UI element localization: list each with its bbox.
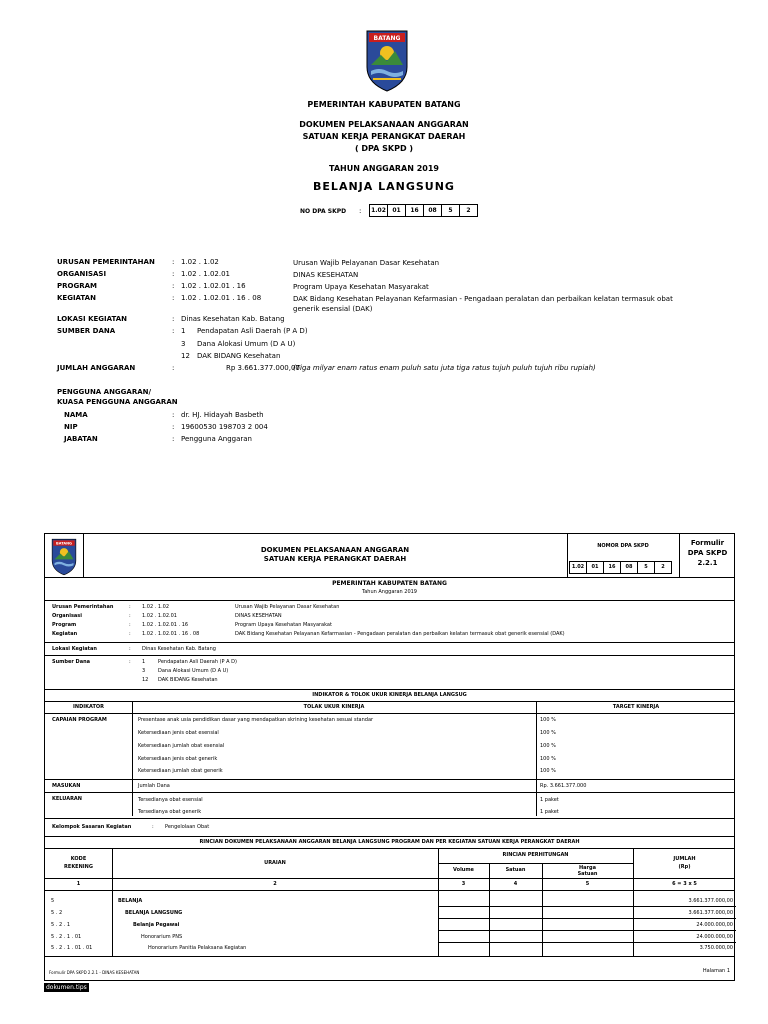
col-kode-2: REKENING	[64, 864, 93, 870]
batang-crest-small-logo	[49, 538, 79, 576]
col-indikator: INDIKATOR	[73, 704, 104, 710]
nomor-dpa-code: 01	[586, 561, 604, 574]
nomor-dpa-code: 5	[637, 561, 655, 574]
organisasi-desc: DINAS KESEHATAN	[293, 271, 359, 279]
capaian-target: 100 %	[540, 756, 556, 762]
form-sumber-1-no: 1	[142, 659, 146, 665]
col-uraian: URAIAN	[264, 860, 286, 866]
sumber-3: DAK BIDANG Kesehatan	[197, 352, 281, 360]
pengguna-label-2: KUASA PENGGUNA ANGGARAN	[57, 398, 178, 406]
form-sumber-2-no: 3	[142, 668, 146, 674]
form-sumber-3-no: 12	[142, 677, 149, 683]
form-lokasi-label: Lokasi Kegiatan	[52, 646, 97, 652]
cover-doc-title-3: ( DPA SKPD )	[354, 144, 414, 153]
form-kegiatan-label: Kegiatan	[52, 631, 78, 637]
masukan-target: Rp. 3.661.377.000	[540, 783, 587, 789]
colon: :	[129, 631, 131, 637]
formulir-number: 2.2.1	[697, 559, 718, 567]
capaian-tolok: Presentase anak usia pendidikan dasar yang mendapatkan skrining kesehatan sesuai standar	[138, 717, 374, 723]
colon: :	[172, 294, 175, 302]
colon: :	[129, 646, 131, 652]
form-urusan-desc: Urusan Wajib Pelayanan Dasar Kesehatan	[235, 604, 340, 610]
row-uraian: BELANJA LANGSUNG	[125, 910, 183, 916]
col-num: 2	[273, 881, 277, 887]
nomor-dpa-boxes	[570, 561, 672, 574]
colon: :	[172, 282, 175, 290]
nama-value: dr. HJ. Hidayah Basbeth	[181, 411, 264, 419]
indikator-title: INDIKATOR & TOLOK UKUR KINERJA BELANJA LANGSUG	[312, 692, 467, 698]
form-footer-left: Formulir DPA SKPD 2.2.1 - DINAS KESEHATAN	[49, 970, 140, 975]
urusan-desc: Urusan Wajib Pelayanan Dasar Kesehatan	[293, 259, 440, 267]
keluaran-tolok: Tersedianya obat esensial	[138, 797, 203, 803]
program-label: PROGRAM	[57, 282, 97, 290]
no-dpa-code: 5	[441, 204, 460, 217]
colon: :	[129, 622, 131, 628]
form-title-2: SATUAN KERJA PERANGKAT DAERAH	[263, 555, 407, 563]
row-jumlah: 3.661.377.000,00	[688, 898, 733, 904]
row-kode: 5 . 2 . 1 . 01 . 01	[51, 945, 93, 951]
urusan-label: URUSAN PEMERINTAHAN	[57, 258, 155, 266]
sumber-3-no: 12	[181, 352, 190, 360]
keluaran-target: 1 paket	[540, 809, 559, 815]
form-sumber-2: Dana Alokasi Umum (D A U)	[158, 668, 229, 674]
row-kode: 5 . 2	[51, 910, 63, 916]
program-code: 1.02 . 1.02.01 . 16	[181, 282, 246, 290]
form-year: Tahun Anggaran 2019	[362, 589, 417, 595]
watermark: dokumen.tips	[46, 984, 87, 991]
pengguna-label-1: PENGGUNA ANGGARAN/	[57, 388, 152, 396]
svg-text:BATANG: BATANG	[56, 541, 72, 546]
no-dpa-code: 2	[459, 204, 478, 217]
lokasi-value: Dinas Kesehatan Kab. Batang	[181, 315, 285, 323]
jabatan-label: JABATAN	[64, 435, 98, 443]
jabatan-value: Pengguna Anggaran	[181, 435, 252, 443]
nip-label: NIP	[64, 423, 78, 431]
cover-belanja-title: BELANJA LANGSUNG	[313, 180, 455, 193]
cover-gov-name: PEMERINTAH KABUPATEN BATANG	[307, 100, 461, 109]
kelompok-label: Kelompok Sasaran Kegiatan	[52, 824, 132, 830]
jumlah-words: (Tiga milyar enam ratus enam puluh satu juta tiga ratus tujuh puluh tujuh ribu rupiah)	[293, 364, 596, 372]
colon: :	[172, 411, 175, 419]
colon: :	[172, 258, 175, 266]
nomor-dpa-code: 1.02	[569, 561, 587, 574]
organisasi-code: 1.02 . 1.02.01	[181, 270, 230, 278]
capaian-tolok: Ketersediaan jumlah obat generik	[138, 768, 223, 774]
program-desc: Program Upaya Kesehatan Masyarakat	[293, 283, 429, 291]
sumber-1-no: 1	[181, 327, 186, 335]
form-lokasi-value: Dinas Kesehatan Kab. Batang	[142, 646, 216, 652]
capaian-target: 100 %	[540, 768, 556, 774]
form-program-label: Program	[52, 622, 77, 628]
row-kode: 5 . 2 . 1 . 01	[51, 934, 82, 940]
svg-text:BATANG: BATANG	[373, 35, 401, 42]
form-organisasi-code: 1.02 . 1.02.01	[142, 613, 177, 619]
capaian-target: 100 %	[540, 717, 556, 723]
colon: :	[152, 824, 154, 830]
nomor-dpa-code: 16	[603, 561, 621, 574]
colon: :	[129, 613, 131, 619]
form-kegiatan-desc: DAK Bidang Kesehatan Pelayanan Kefarmasian - Pengadaan peralatan dan perbaikan kelatan termasuk obat generik esensial (DAK)	[235, 631, 565, 637]
formulir-code-label: DPA SKPD	[687, 549, 728, 557]
col-rincian: RINCIAN PERHITUNGAN	[502, 852, 569, 858]
kegiatan-label: KEGIATAN	[57, 294, 96, 302]
row-jumlah: 3.750.000,00	[699, 945, 733, 951]
form-gov-name: PEMERINTAH KABUPATEN BATANG	[332, 580, 447, 587]
sumber-1: Pendapatan Asli Daerah (P A D)	[197, 327, 308, 335]
no-dpa-colon: :	[359, 207, 362, 215]
form-sumber-3: DAK BIDANG Kesehatan	[158, 677, 218, 683]
col-harga-1: Harga	[579, 865, 596, 871]
capaian-tolok: Ketersediaan jumlah obat esensial	[138, 743, 225, 749]
nip-value: 19600530 198703 2 004	[181, 423, 268, 431]
col-kode-1: KODE	[70, 856, 87, 862]
sumber-2-no: 3	[181, 340, 186, 348]
colon: :	[172, 315, 175, 323]
keluaran-target: 1 paket	[540, 797, 559, 803]
col-satuan: Satuan	[505, 867, 526, 873]
form-program-desc: Program Upaya Kesehatan Masyarakat	[235, 622, 332, 628]
row-uraian: Belanja Pegawai	[133, 922, 180, 928]
no-dpa-code-boxes	[370, 204, 478, 217]
cover-fiscal-year: TAHUN ANGGARAN 2019	[328, 164, 439, 173]
form-urusan-code: 1.02 . 1.02	[142, 604, 170, 610]
capaian-tolok: Ketersediaan jenis obat esensial	[138, 730, 219, 736]
kelompok-value: Pengelolaan Obat	[165, 824, 210, 830]
organisasi-label: ORGANISASI	[57, 270, 107, 278]
lokasi-label: LOKASI KEGIATAN	[57, 315, 128, 323]
col-num: 5	[585, 881, 590, 887]
form-organisasi-desc: DINAS KESEHATAN	[235, 613, 282, 619]
no-dpa-label: NO DPA SKPD	[300, 208, 347, 215]
form-program-code: 1.02 . 1.02.01 . 16	[142, 622, 189, 628]
form-footer-page: Halaman 1	[702, 968, 730, 974]
colon: :	[129, 659, 131, 665]
colon: :	[172, 435, 175, 443]
no-dpa-code: 01	[387, 204, 406, 217]
row-uraian: Honorarium PNS	[141, 934, 183, 940]
col-target: TARGET KINERJA	[612, 704, 660, 710]
kegiatan-desc: DAK Bidang Kesehatan Pelayanan Kefarmasian - Pengadaan peralatan dan perbaikan kelatan termasuk obat generik esensial (DAK)	[293, 295, 673, 313]
row-jumlah: 24.000.000,00	[696, 934, 733, 940]
colon: :	[172, 423, 175, 431]
masukan-label: MASUKAN	[52, 783, 81, 789]
form-kegiatan-code: 1.02 . 1.02.01 . 16 . 08	[142, 631, 200, 637]
col-jumlah-2: (Rp)	[678, 864, 691, 870]
cover-doc-title-2: SATUAN KERJA PERANGKAT DAERAH	[302, 132, 466, 141]
row-jumlah: 24.000.000,00	[696, 922, 733, 928]
capaian-target: 100 %	[540, 730, 556, 736]
colon: :	[172, 364, 175, 372]
jumlah-value: Rp 3.661.377.000,00	[226, 364, 300, 372]
cover-doc-title-1: DOKUMEN PELAKSANAAN ANGGARAN	[299, 120, 469, 129]
capaian-tolok: Ketersediaan jenis obat generik	[138, 756, 218, 762]
col-volume: Volume	[453, 867, 474, 873]
batang-crest-logo	[363, 29, 411, 93]
sumber-2: Dana Alokasi Umum (D A U)	[197, 340, 296, 348]
col-harga-2: Satuan	[577, 871, 598, 877]
kegiatan-code: 1.02 . 1.02.01 . 16 . 08	[181, 294, 262, 302]
capaian-label: CAPAIAN PROGRAM	[52, 717, 107, 723]
form-urusan-label: Urusan Pemerintahan	[52, 604, 114, 610]
col-tolok: TOLAK UKUR KINERJA	[303, 704, 365, 710]
col-num: 1	[76, 881, 81, 887]
form-organisasi-label: Organisasi	[52, 613, 82, 619]
rincian-title: RINCIAN DOKUMEN PELAKSANAAN ANGGARAN BELANJA LANGSUNG PROGRAM DAN PER KEGIATAN SATUAN KERJA PERANGKAT DAERAH	[199, 839, 580, 845]
col-num: 3	[461, 881, 466, 887]
capaian-target: 100 %	[540, 743, 556, 749]
col-num: 4	[513, 881, 518, 887]
formulir-label: Formulir	[690, 539, 725, 547]
dpa-form	[44, 533, 735, 981]
nomor-dpa-label: NOMOR DPA SKPD	[597, 543, 649, 549]
row-uraian: BELANJA	[118, 898, 143, 904]
col-jumlah-1: JUMLAH	[673, 856, 696, 862]
nomor-dpa-code: 08	[620, 561, 638, 574]
col-num: 6 = 3 x 5	[672, 881, 697, 887]
nomor-dpa-code: 2	[654, 561, 672, 574]
row-uraian: Honorarium Panitia Pelaksana Kegiatan	[148, 945, 247, 951]
sumber-label: SUMBER DANA	[57, 327, 116, 335]
colon: :	[129, 604, 131, 610]
row-kode: 5 . 2 . 1	[51, 922, 71, 928]
colon: :	[172, 270, 175, 278]
form-sumber-label: Sumber Dana	[52, 659, 91, 665]
row-jumlah: 3.661.377.000,00	[688, 910, 733, 916]
row-kode: 5	[51, 898, 55, 904]
form-sumber-1: Pendapatan Asli Daerah (P A D)	[158, 659, 237, 665]
no-dpa-code: 08	[423, 204, 442, 217]
colon: :	[172, 327, 175, 335]
masukan-tolok: Jumlah Dana	[138, 783, 170, 789]
keluaran-label: KELUARAN	[52, 796, 82, 802]
jumlah-label: JUMLAH ANGGARAN	[57, 364, 136, 372]
no-dpa-code: 1.02	[369, 204, 388, 217]
no-dpa-code: 16	[405, 204, 424, 217]
form-title-1: DOKUMEN PELAKSANAAN ANGGARAN	[260, 546, 410, 554]
nama-label: NAMA	[64, 411, 88, 419]
urusan-code: 1.02 . 1.02	[181, 258, 219, 266]
keluaran-tolok: Tersedianya obat generik	[138, 809, 202, 815]
